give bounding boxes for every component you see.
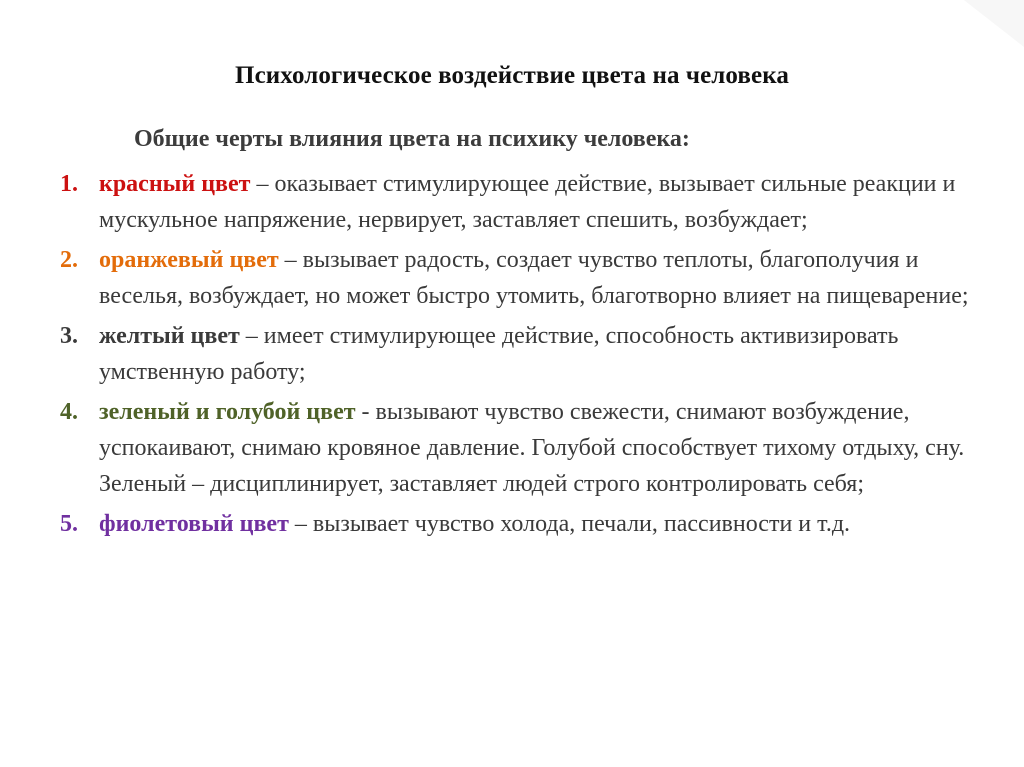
item-number: 3. — [60, 323, 78, 349]
slide-subtitle: Общие черты влияния цвета на психику человека: — [134, 126, 690, 152]
item-number: 5. — [60, 511, 78, 537]
list-item-yellow — [60, 318, 990, 390]
item-description: - вызывают чувство свежести, снимают возбуждение, успокаивают, снимаю кровяное давление. Голубой способствует тихому отдыху, сну. Зеленый – дисциплинирует, заставляет людей строго контролировать себя; — [99, 399, 965, 497]
item-number: 1. — [60, 171, 78, 197]
list-item-red — [60, 166, 990, 238]
item-number: 2. — [60, 247, 78, 273]
item-description: – имеет стимулирующее действие, способность активизировать умственную работу; — [99, 323, 899, 385]
item-number: 4. — [60, 399, 78, 425]
color-effects-list — [60, 166, 990, 546]
slide-title: Психологическое воздействие цвета на человека — [235, 62, 789, 89]
list-item-violet — [60, 506, 990, 542]
item-description: – вызывает чувство холода, печали, пассивности и т.д. — [288, 511, 851, 537]
item-description: – оказывает стимулирующее действие, вызывает сильные реакции и мускульное напряжение, нервирует, заставляет спешить, возбуждает; — [99, 171, 956, 233]
item-term: желтый цвет — [99, 323, 240, 349]
list-item-orange — [60, 242, 990, 314]
item-term: оранжевый цвет — [99, 247, 279, 273]
item-term: фиолетовый цвет — [99, 511, 289, 537]
item-term: зеленый и голубой цвет — [99, 399, 356, 425]
item-description: – вызывает радость, создает чувство теплоты, благополучия и веселья, возбуждает, но может быстро утомить, благотворно влияет на пищеварение; — [99, 247, 969, 309]
list-item-green-blue — [60, 394, 990, 502]
corner-decoration — [934, 0, 1024, 120]
item-term: красный цвет — [99, 171, 251, 197]
